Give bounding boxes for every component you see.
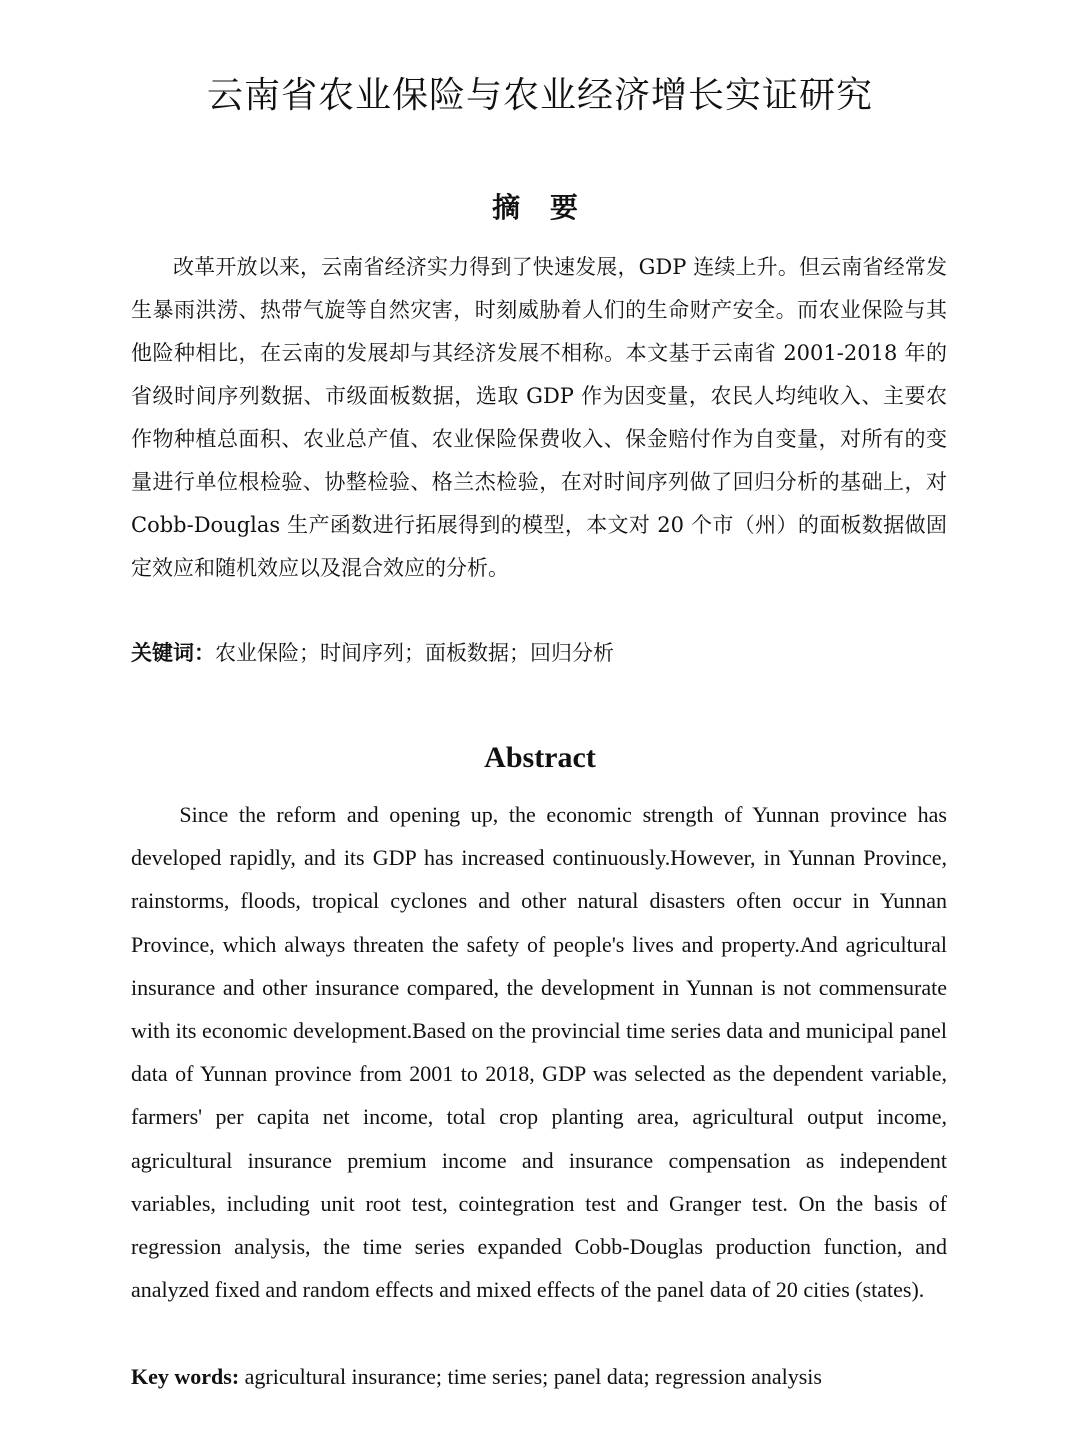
abstract-body-en: Since the reform and opening up, the economic strength of Yunnan province has developed rapidly, and its GDP has increased continuously.However, in Yunnan Province, rainstorms, floods, tropical cyclones and other natural disasters often occur in Yunnan Province, which always threaten the safety of people's lives and property.And agricultural insurance and other insurance compared, the development in Yunnan is not commensurate with its economic development.Based on the provincial time series data and municipal panel data of Yunnan province from 2001 to 2018, GDP was selected as the dependent variable, farmers' per capita net income, total crop planting area, agricultural output income, agricultural insurance premium income and insurance compensation as independent variables, including unit root test, cointegration test and Granger test. On the basis of regression analysis, the time series expanded Cobb-Douglas production function, and analyzed fixed and random effects and mixed effects of the panel data of 20 cities (states). bbox=[131, 802, 947, 1303]
keywords-label-cn: 关键词： bbox=[131, 641, 215, 665]
keywords-text-en: agricultural insurance; time series; panel data; regression analysis bbox=[239, 1364, 822, 1389]
abstract-body-cn: 改革开放以来，云南省经济实力得到了快速发展，GDP 连续上升。但云南省经常发生暴雨洪涝、热带气旋等自然灾害，时刻威胁着人们的生命财产安全。而农业保险与其他险种相比，在云南的发展却与其经济发展不相称。本文基于云南省 2001-2018 年的省级时间序列数据、市级面板数据，选取 GDP 作为因变量，农民人均纯收入、主要农作物种植总面积、农业总产值、农业保险保费收入、保金赔付作为自变量，对所有的变量进行单位根检验、协整检验、格兰杰检验，在对时间序列做了回归分析的基础上，对 Cobb-Douglas 生产函数进行拓展得到的模型，本文对 20 个市（州）的面板数据做固定效应和随机效应以及混合效应的分析。 bbox=[131, 255, 947, 580]
abstract-heading-en: Abstract bbox=[484, 741, 596, 774]
keywords-cn bbox=[131, 632, 947, 675]
paper-title: 云南省农业保险与农业经济增长实证研究 bbox=[206, 75, 873, 116]
keywords-label-en: Key words: bbox=[131, 1364, 240, 1389]
abstract-heading-cn: 摘 要 bbox=[492, 191, 588, 224]
keywords-text-cn: 农业保险；时间序列；面板数据；回归分析 bbox=[215, 641, 614, 665]
keywords-en bbox=[131, 1355, 947, 1398]
